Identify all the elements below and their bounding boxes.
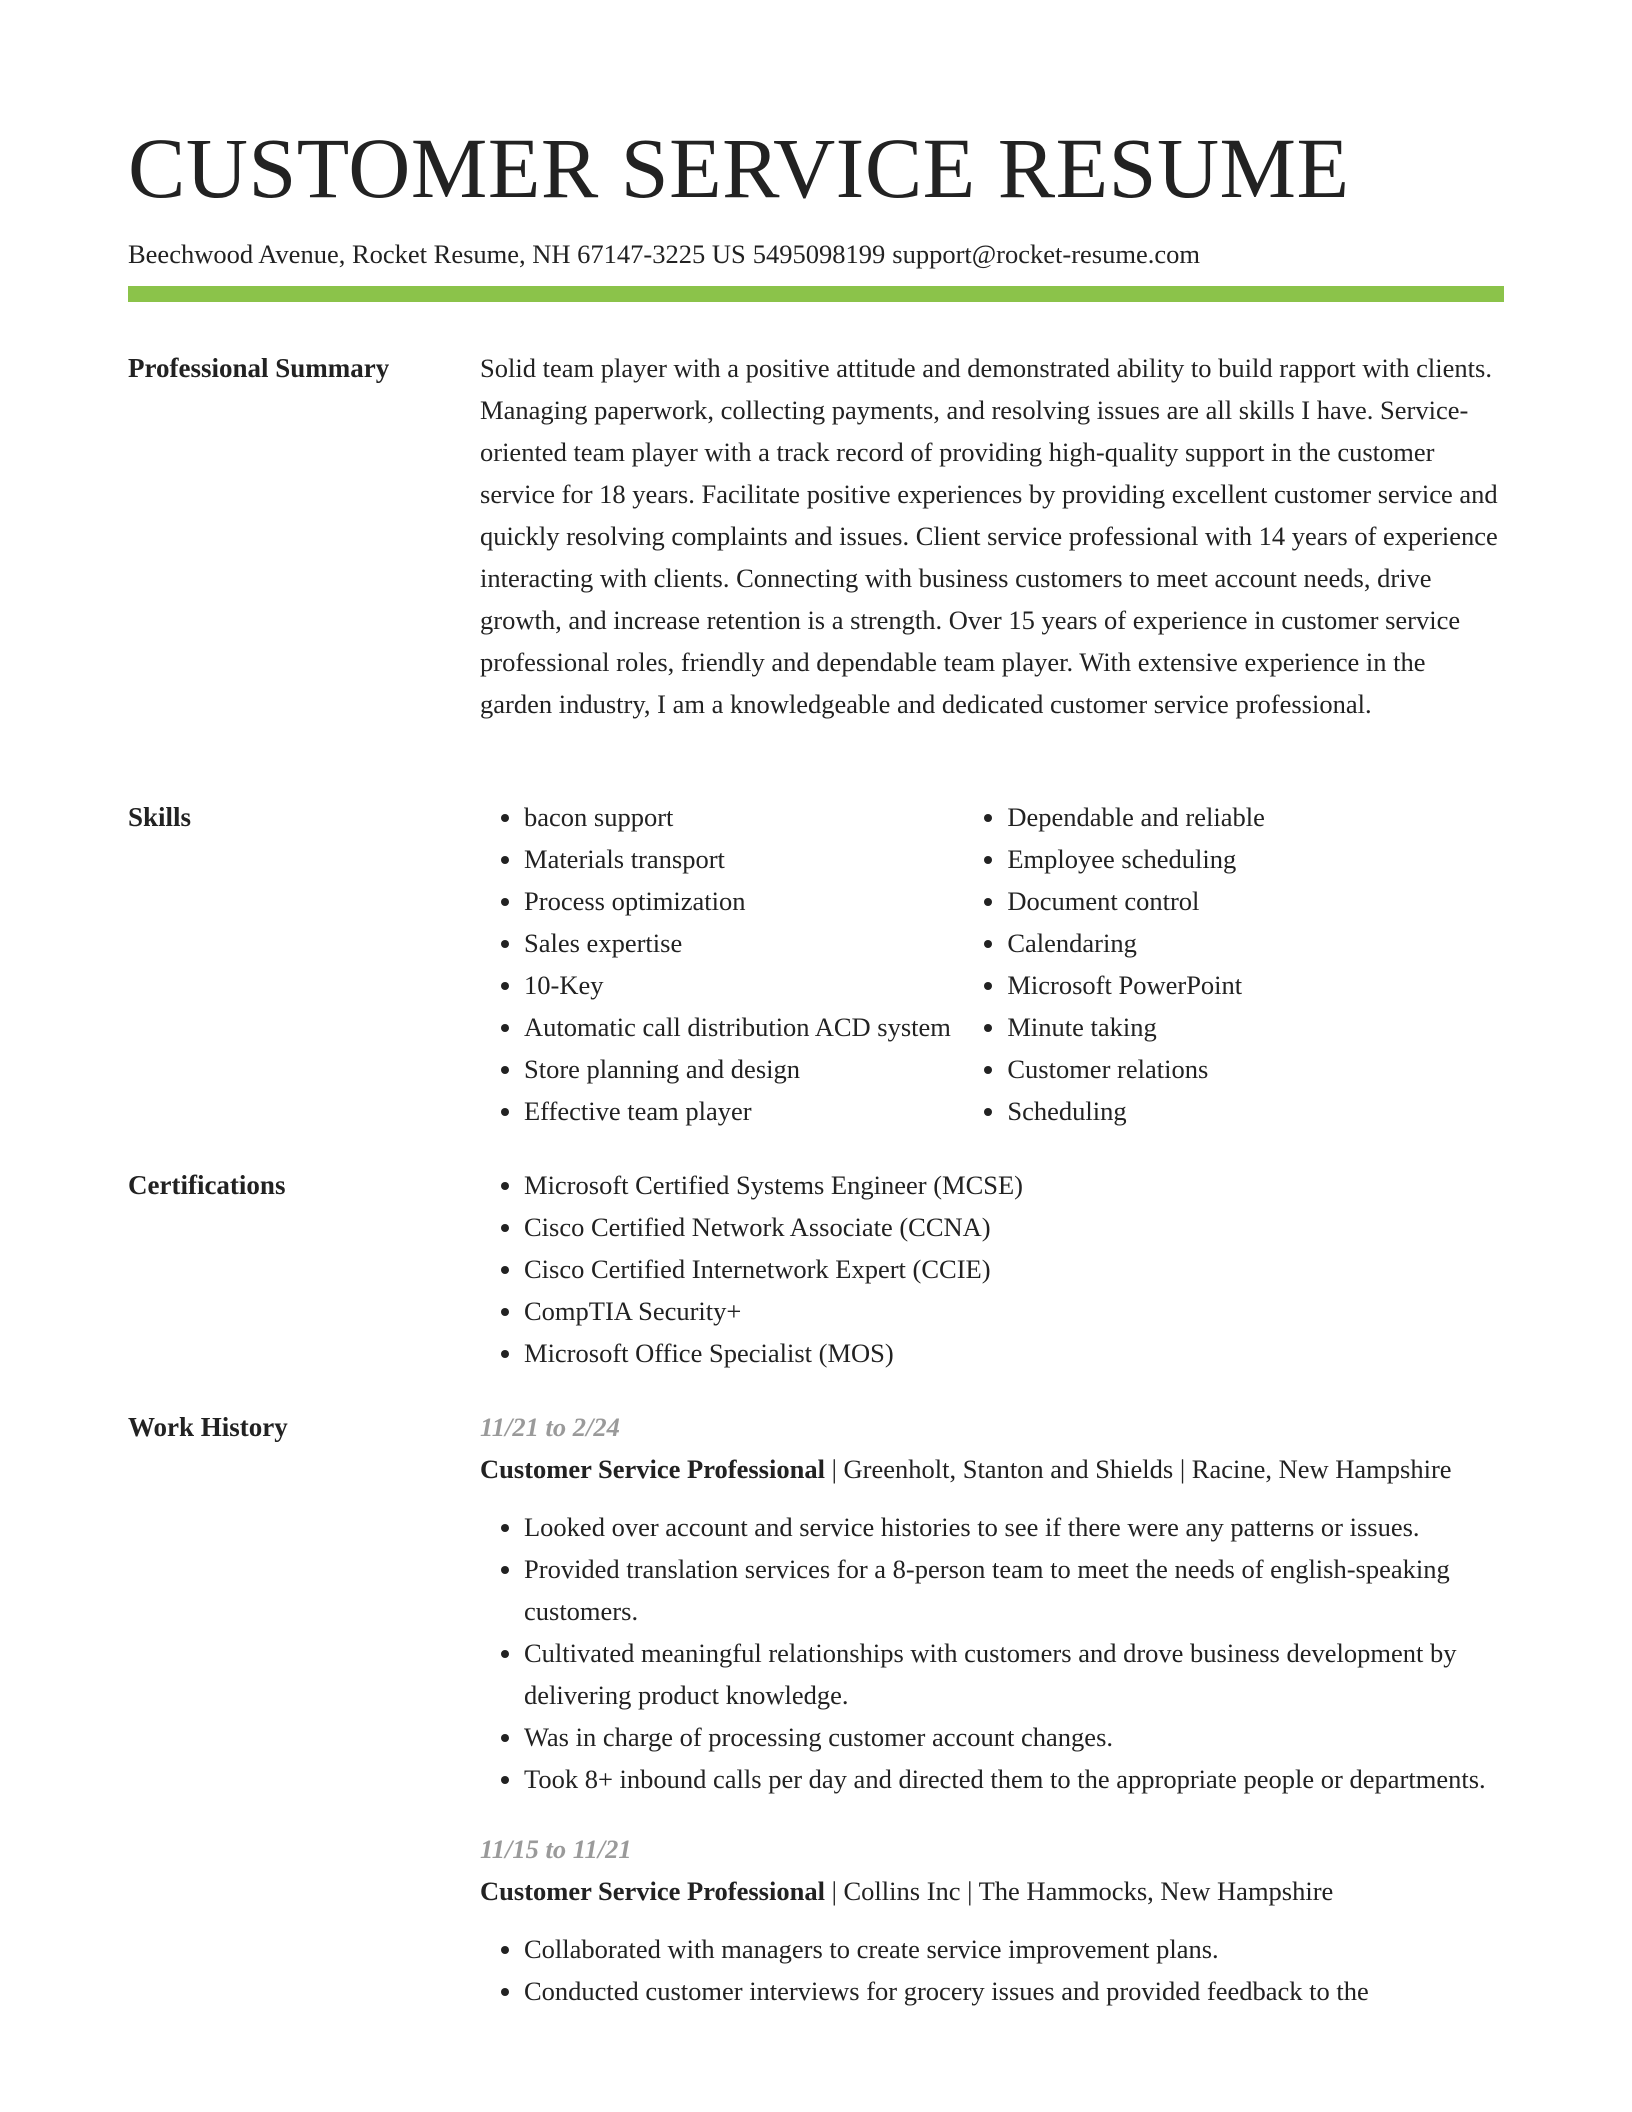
certification-item: • Cisco Certified Internetwork Expert (CCIE) (524, 1248, 1504, 1290)
skill-item: • Microsoft PowerPoint (1007, 964, 1504, 1006)
skill-item: • Customer relations (1007, 1048, 1504, 1090)
contact-line (128, 236, 1504, 272)
summary-body (480, 347, 1504, 725)
skill-item: • Sales expertise (524, 922, 963, 964)
skills-list (480, 796, 1504, 1132)
skills-column-left (480, 796, 963, 1132)
job-title: Customer Service Professional (480, 1454, 825, 1484)
job-details: | Greenholt, Stanton and Shields | Racine, New Hampshire (824, 1454, 1452, 1484)
skill-item: • 10-Key (524, 964, 963, 1006)
skill-item: • Store planning and design (524, 1048, 963, 1090)
certification-item: • Microsoft Certified Systems Engineer (MCSE) (524, 1164, 1504, 1206)
job-dates: 11/21 to 2/24 (480, 1412, 620, 1442)
skill-item: • Materials transport (524, 838, 963, 880)
certification-item: • CompTIA Security+ (524, 1290, 1504, 1332)
skills-column-right (963, 796, 1504, 1132)
certifications-list (480, 1164, 1504, 1374)
section-summary (128, 347, 1504, 767)
resume-title: CUSTOMER SERVICE RESUME (128, 120, 1350, 216)
job-bullet: • Provided translation services for a 8-person team to meet the needs of english-speaking customers. (524, 1548, 1504, 1632)
job-bullets (480, 1928, 1504, 2012)
job-details: | Collins Inc | The Hammocks, New Hampshire (824, 1876, 1334, 1906)
job-bullet: • Collaborated with managers to create service improvement plans. (524, 1928, 1504, 1970)
job-bullet: • Looked over account and service histories to see if there were any patterns or issues. (524, 1506, 1504, 1548)
contact-email: support@rocket-resume.com (892, 239, 1200, 269)
job-title: Customer Service Professional (480, 1876, 825, 1906)
skill-item: • Automatic call distribution ACD system (524, 1006, 963, 1048)
certifications-heading: Certifications (128, 1170, 286, 1200)
skill-item: • Scheduling (1007, 1090, 1504, 1132)
section-certifications (128, 1164, 1504, 1384)
work-history-body (480, 1406, 1504, 2012)
skill-item: • Dependable and reliable (1007, 796, 1504, 838)
job-entry (480, 1828, 1504, 2012)
contact-address: Beechwood Avenue, Rocket Resume, NH 67147-3225 US (128, 239, 746, 269)
certification-item: • Cisco Certified Network Associate (CCNA) (524, 1206, 1504, 1248)
job-dates: 11/15 to 11/21 (480, 1834, 632, 1864)
job-heading (480, 1448, 1504, 1490)
header-divider (128, 286, 1504, 302)
job-bullets (480, 1506, 1504, 1800)
skill-item: • Minute taking (1007, 1006, 1504, 1048)
skill-item: • Process optimization (524, 880, 963, 922)
job-entry (480, 1406, 1504, 1800)
skill-item: • Calendaring (1007, 922, 1504, 964)
job-heading (480, 1870, 1504, 1912)
certifications-body (480, 1164, 1504, 1374)
job-bullet: • Was in charge of processing customer account changes. (524, 1716, 1504, 1758)
work-history-heading: Work History (128, 1412, 288, 1442)
contact-phone: 5495098199 (752, 239, 886, 269)
skills-heading: Skills (128, 802, 192, 832)
skill-item: • Employee scheduling (1007, 838, 1504, 880)
section-work-history (128, 1406, 1504, 2106)
resume-header (128, 118, 1504, 272)
certification-item: • Microsoft Office Specialist (MOS) (524, 1332, 1504, 1374)
skill-item: • bacon support (524, 796, 963, 838)
summary-heading: Professional Summary (128, 353, 390, 383)
job-bullet: • Took 8+ inbound calls per day and directed them to the appropriate people or departments. (524, 1758, 1504, 1800)
summary-text: Solid team player with a positive attitude and demonstrated ability to build rapport with clients. Managing paperwork, collecting payments, and resolving issues are all skills I have. Service-oriented team player with a track record of providing high-quality support in the customer service for 18 years. Facilitate positive experiences by providing excellent customer service and quickly resolving complaints and issues. Client service professional with 14 years of experience interacting with clients. Connecting with business customers to meet account needs, drive growth, and increase retention is a strength. Over 15 years of experience in customer service professional roles, friendly and dependable team player. With extensive experience in the garden industry, I am a knowledgeable and dedicated customer service professional. (480, 353, 1498, 719)
skill-item: • Effective team player (524, 1090, 963, 1132)
skill-item: • Document control (1007, 880, 1504, 922)
job-bullet: • Cultivated meaningful relationships with customers and drove business development by delivering product knowledge. (524, 1632, 1504, 1716)
job-bullet: • Conducted customer interviews for grocery issues and provided feedback to the (524, 1970, 1504, 2012)
section-skills (128, 796, 1504, 1136)
